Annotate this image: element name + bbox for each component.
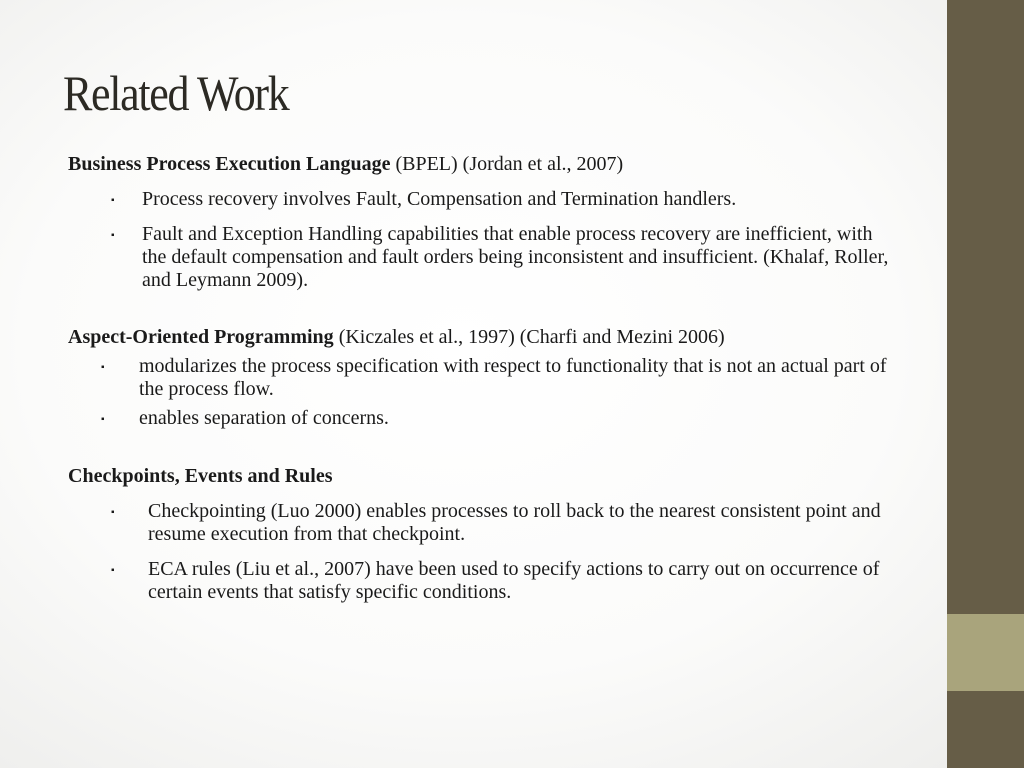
list-item xyxy=(68,355,900,401)
list-item xyxy=(68,188,900,211)
bullet-list-bpel xyxy=(68,188,900,292)
bullet-text: Fault and Exception Handling capabilities that enable process recovery are inefficient, with the default compensation and fault orders being inconsistent and insufficient. (Khalaf, Roller, and Leymann 2009). xyxy=(142,223,889,291)
section-heading-checkpoints-bold: Checkpoints, Events and Rules xyxy=(68,465,333,487)
bullet-list-checkpoints xyxy=(68,500,900,604)
bullet-marker: ▪ xyxy=(101,414,105,425)
list-item xyxy=(68,223,900,292)
section-heading-aop xyxy=(68,326,900,349)
bullet-marker: ▪ xyxy=(111,230,115,241)
section-heading-bpel-bold: Business Process Execution Language xyxy=(68,153,391,175)
list-item xyxy=(68,558,900,604)
section-heading-checkpoints xyxy=(68,465,900,488)
bullet-text: Process recovery involves Fault, Compensation and Termination handlers. xyxy=(142,188,737,210)
slide-body xyxy=(68,153,900,616)
bullet-marker: ▪ xyxy=(111,195,115,206)
section-heading-bpel-citation: (BPEL) (Jordan et al., 2007) xyxy=(390,153,624,175)
list-item xyxy=(68,407,900,430)
bullet-text: Checkpointing (Luo 2000) enables processes to roll back to the nearest consistent point and resume execution from that checkpoint. xyxy=(148,500,881,545)
bullet-text: enables separation of concerns. xyxy=(139,407,389,429)
decorative-sidebar-accent xyxy=(947,614,1024,691)
bullet-list-aop xyxy=(68,355,900,430)
bullet-text: modularizes the process specification with respect to functionality that is not an actual part of the process flow. xyxy=(139,355,887,400)
slide-title: Related Work xyxy=(63,65,289,121)
list-item xyxy=(68,500,900,546)
bullet-marker: ▪ xyxy=(111,507,115,518)
bullet-text: ECA rules (Liu et al., 2007) have been used to specify actions to carry out on occurrence of certain events that satisfy specific conditions. xyxy=(148,558,880,603)
section-heading-aop-citation: (Kiczales et al., 1997) (Charfi and Mezini 2006) xyxy=(333,326,725,348)
section-heading-bpel xyxy=(68,153,900,176)
bullet-marker: ▪ xyxy=(101,362,105,373)
section-heading-aop-bold: Aspect-Oriented Programming xyxy=(68,326,334,348)
bullet-marker: ▪ xyxy=(111,565,115,576)
